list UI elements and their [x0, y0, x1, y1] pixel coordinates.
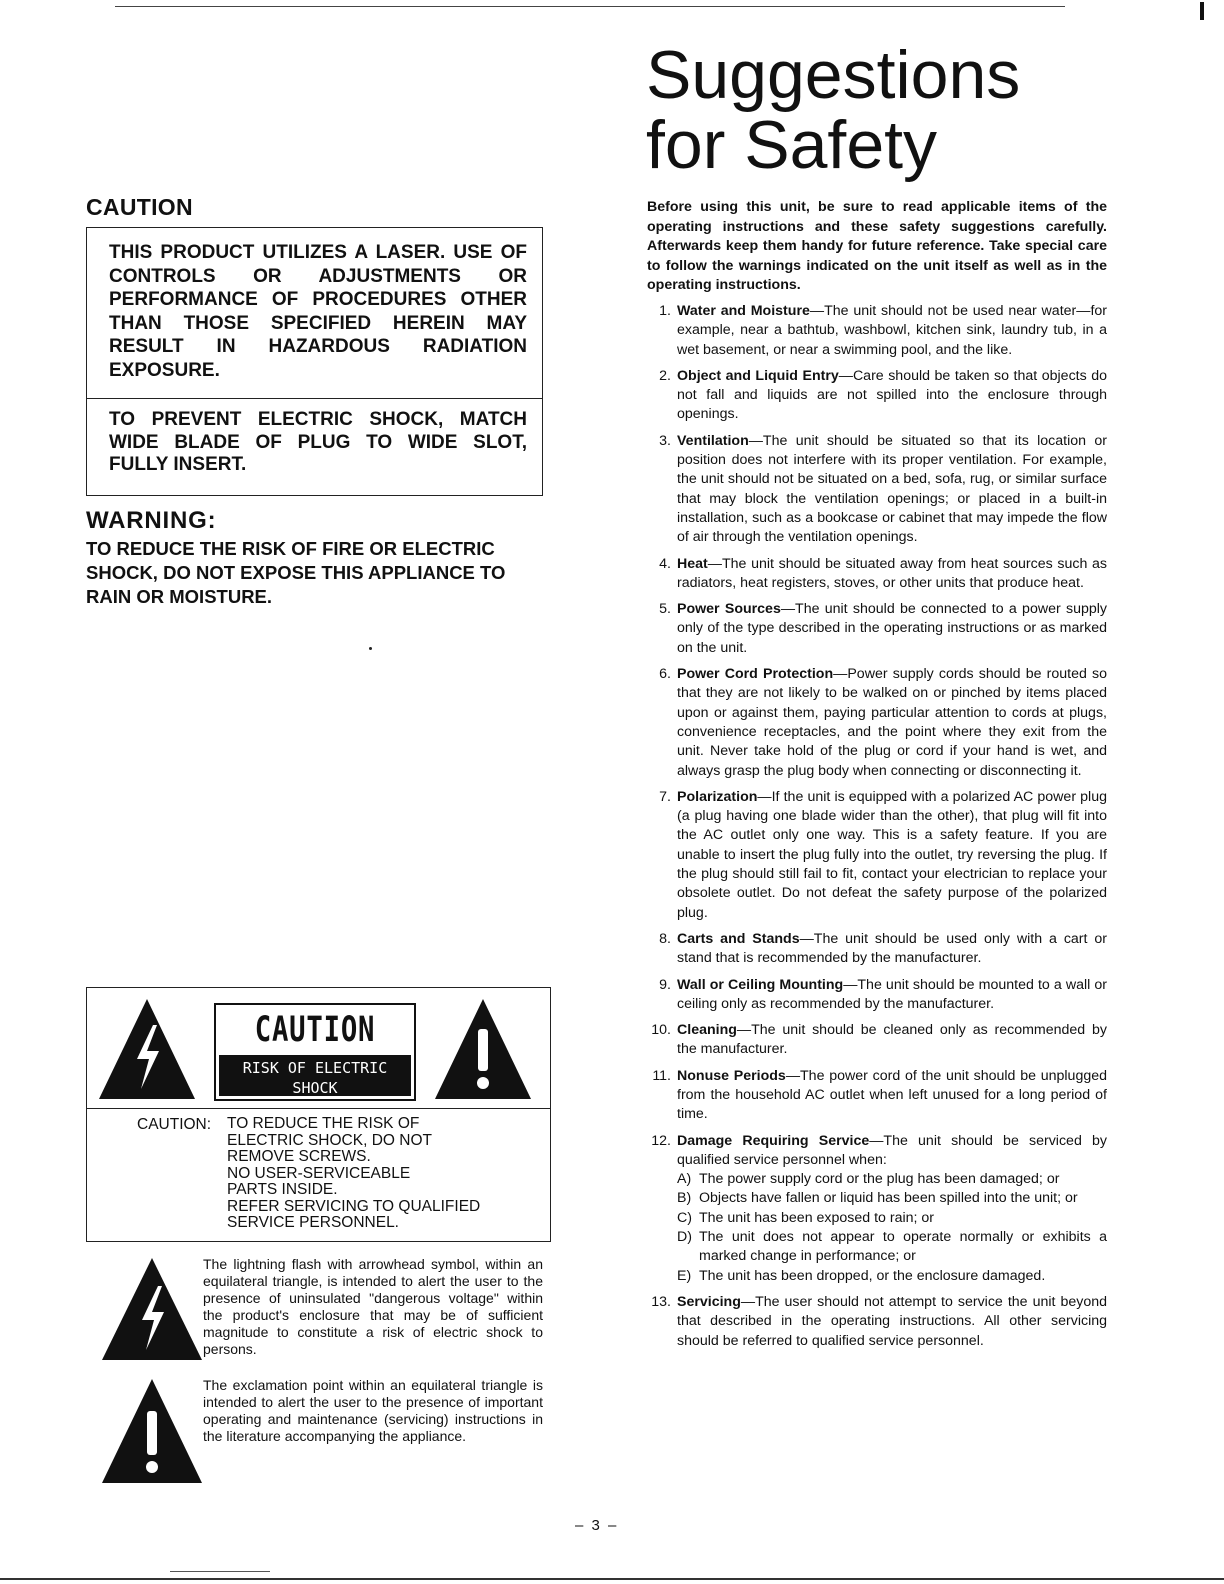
plug-caution-text: TO PREVENT ELECTRIC SHOCK, MATCH WIDE BLADE OF PLUG TO WIDE SLOT, FULLY INSERT.	[109, 409, 527, 475]
laser-caution-text: THIS PRODUCT UTILIZES A LASER. USE OF CONTROLS OR ADJUSTMENTS OR PERFORMANCE OF PROCEDURES OTHER THAN THOSE SPECIFIED HEREIN MAY RESULT IN HAZARDOUS RADIATION EXPOSURE.	[109, 242, 527, 381]
exclamation-warning-icon	[433, 997, 533, 1101]
stray-dot	[369, 647, 372, 650]
caution-label-title: CAUTION	[254, 1010, 376, 1050]
list-item: 7. Polarization—If the unit is equipped with a polarized AC power plug (a plug having one blade wider than the other), that plug will fit into the AC outlet only one way. This is a safety feature. If you are unable to insert the plug fully into the outlet, try reversing the plug. If the plug should still fail to fit, contact your electrician to replace your obsolete outlet. Do not defeat the safety purpose of the polarized plug.	[659, 788, 1107, 921]
caution-heading: CAUTION	[86, 194, 193, 220]
list-item: 8. Carts and Stands—The unit should be used only with a cart or stand that is recommended by the manufacturer.	[659, 930, 1107, 967]
lightning-symbol-text: The lightning flash with arrowhead symbol, within an equilateral triangle, is intended to alert the user to the presence of uninsulated "dangerous voltage" within the product's enclosure that may be of sufficient magnitude to constitute a risk of electric shock to persons.	[203, 1256, 543, 1357]
list-item: 10. Cleaning—The unit should be cleaned only as recommended by the manufacturer.	[651, 1022, 1107, 1058]
page-title	[646, 37, 1021, 183]
sub-item: C) The unit has been exposed to rain; or	[677, 1209, 935, 1226]
bottom-rule	[0, 1578, 1224, 1580]
damage-sublist	[677, 1170, 1107, 1286]
lightning-warning-icon	[97, 997, 197, 1101]
list-item: 1. Water and Moisture—The unit should not be used near water—for example, near a bathtub, washbowl, kitchen sink, laundry tub, in a wet basement, or near a swimming pool, and the like.	[659, 303, 1107, 358]
list-item: 5. Power Sources—The unit should be connected to a power supply only of the type described in the operating instructions or as marked on the unit.	[659, 601, 1107, 656]
caption-line: PARTS INSIDE.	[227, 1181, 338, 1198]
sub-item: A) The power supply cord or the plug has been damaged; or	[677, 1171, 1060, 1188]
sub-item: E) The unit has been dropped, or the enclosure damaged.	[677, 1267, 1046, 1284]
title-line1: Suggestions	[646, 37, 1021, 113]
caption-line: TO REDUCE THE RISK OF	[227, 1115, 420, 1132]
list-item: 4. Heat—The unit should be situated away from heat sources such as radiators, heat registers, stoves, or other units that produce heat.	[659, 555, 1107, 591]
list-item: 6. Power Cord Protection—Power supply cords should be routed so that they are not likely to be walked on or pinched by items placed upon or against them, paying particular attention to cords at plugs, convenience receptacles, and the point where they exit from the unit. Never take hold of the plug or cord if your hand is wet, and always grasp the plug body when connecting or disconnecting it.	[659, 666, 1108, 779]
list-item: 3. Ventilation—The unit should be situated so that its location or position does not interfere with its proper ventilation. For example, the unit should not be situated on a bed, sofa, rug, or similar surface that may block the ventilation openings; or placed in a built-in installation, such as a bookcase or cabinet that may impede the flow of air through the ventilation openings.	[659, 432, 1107, 546]
title-line2: for Safety	[646, 107, 938, 183]
caution-label-subtext	[219, 1055, 411, 1117]
exclamation-symbol-text: The exclamation point within an equilateral triangle is intended to alert the user to the presence of important operating and maintenance (servicing) instructions in the literature accompanying the appliance.	[203, 1377, 543, 1444]
caption-line: REFER SERVICING TO QUALIFIED	[227, 1197, 481, 1215]
scan-mark	[1200, 2, 1204, 20]
caption-line: REMOVE SCREWS.	[227, 1148, 371, 1165]
caution-box	[86, 227, 543, 496]
list-item: 2. Object and Liquid Entry—Care should be taken so that objects do not fall and liquids are not spilled into the enclosure through openings.	[659, 367, 1107, 423]
safety-list	[647, 302, 1107, 1358]
caution-label-line1: RISK OF ELECTRIC SHOCK	[242, 1059, 388, 1097]
caution-caption-label: CAUTION:	[137, 1116, 212, 1133]
list-item: 13. Servicing—The user should not attempt to service the unit beyond that described in the operating instructions. All other servicing should be referred to qualified service personnel.	[651, 1293, 1107, 1349]
caution-label-box	[86, 987, 551, 1242]
intro-text: Before using this unit, be sure to read applicable items of the operating instructions and these safety suggestions carefully. Afterwards keep them handy for future reference. Take special care to follow the warnings indicated on the unit itself as well as in the operating instructions.	[647, 199, 1107, 293]
list-item: 9. Wall or Ceiling Mounting—The unit should be mounted to a wall or ceiling only as recommended by the manufacturer.	[659, 976, 1107, 1012]
bottom-short-rule	[170, 1571, 270, 1572]
list-item: 12. Damage Requiring Service—The unit should be serviced by qualified service personnel when: A) The power supply cord or the plug has been damaged; or B) Objects have fallen or liquid has been spilled into the unit; or C) The unit has been exposed to rain; or D) The unit does not appear to operate normally or exhibits a marked change in performance; or E) The unit has been dropped, or the enclosure damaged.	[647, 1132, 1107, 1286]
caution-label	[214, 1003, 416, 1117]
warning-text: TO REDUCE THE RISK OF FIRE OR ELECTRIC SHOCK, DO NOT EXPOSE THIS APPLIANCE TO RAIN OR MOISTURE.	[86, 538, 506, 607]
caption-line: NO USER-SERVICEABLE	[227, 1164, 411, 1182]
divider	[87, 1108, 550, 1109]
divider	[87, 398, 542, 399]
caution-label-line2: DO NOT OPEN	[265, 1099, 365, 1117]
top-rule	[115, 6, 1065, 7]
caption-line: ELECTRIC SHOCK, DO NOT	[227, 1131, 432, 1149]
list-item: 11. Nonuse Periods—The power cord of the unit should be unplugged from the household AC outlet when left unused for a long period of time.	[652, 1067, 1108, 1123]
warning-heading: WARNING:	[86, 507, 217, 534]
sub-item: D) The unit does not appear to operate normally or exhibits a marked change in performance; or	[677, 1229, 1107, 1265]
lightning-warning-icon	[100, 1256, 204, 1362]
caption-line: SERVICE PERSONNEL.	[227, 1214, 399, 1231]
caution-caption-text	[227, 1116, 527, 1232]
exclamation-warning-icon	[100, 1377, 204, 1485]
sub-item: B) Objects have fallen or liquid has been spilled into the unit; or	[677, 1190, 1078, 1207]
page-number: – 3 –	[575, 1517, 619, 1534]
